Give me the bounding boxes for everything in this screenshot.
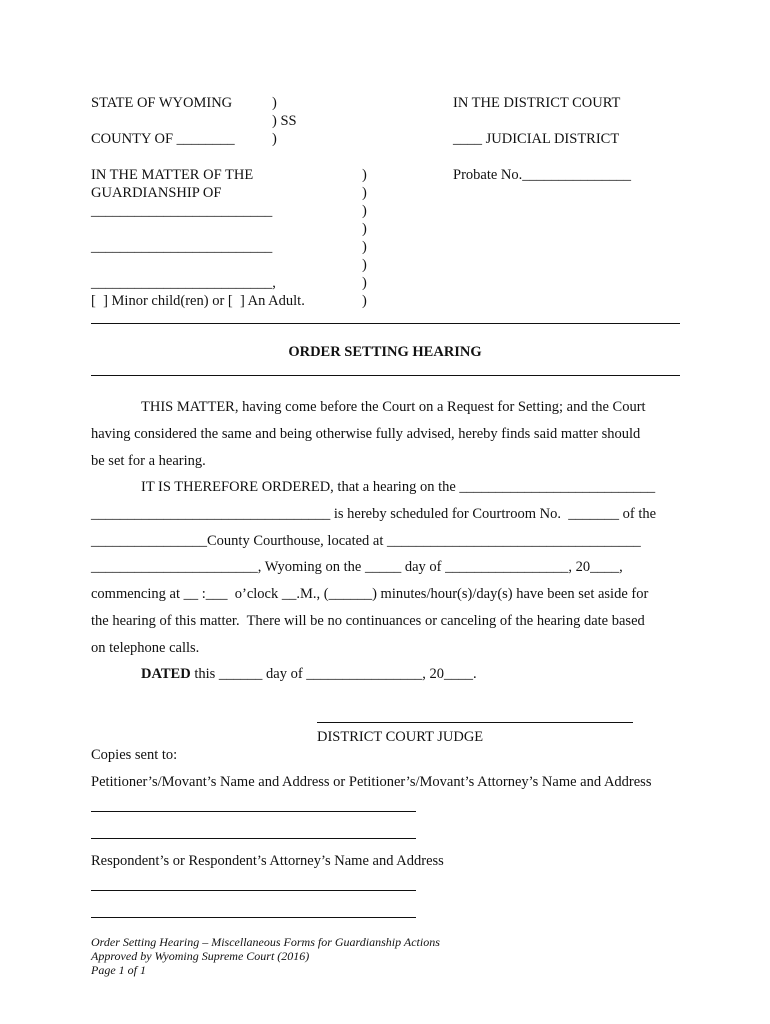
body-line: ________________County Courthouse, located at ___________________________________ bbox=[91, 533, 641, 549]
judge-label: DISTRICT COURT JUDGE bbox=[317, 729, 484, 745]
petitioner-label: Petitioner’s/Movant’s Name and Address or Petitioner’s/Movant’s Attorney’s Name and Address bbox=[91, 774, 652, 790]
caption-paren: ) bbox=[362, 239, 367, 255]
court-label: IN THE DISTRICT COURT bbox=[453, 95, 621, 111]
probate-number-label: Probate No._______________ bbox=[453, 167, 632, 183]
dated-line bbox=[141, 665, 477, 683]
county-label: COUNTY OF ________ bbox=[91, 131, 235, 147]
footer-form-name: Order Setting Hearing – Miscellaneous Forms for Guardianship Actions bbox=[91, 935, 440, 949]
body-line: be set for a hearing. bbox=[91, 453, 206, 469]
caption-paren: ) bbox=[362, 167, 367, 183]
caption-paren: ) bbox=[272, 95, 277, 111]
ward-name-line: _________________________ bbox=[91, 203, 273, 219]
document-title: ORDER SETTING HEARING bbox=[288, 344, 482, 360]
body-line: IT IS THEREFORE ORDERED, that a hearing on the ___________________________ bbox=[141, 479, 656, 495]
minor-adult-choice: [ ] Minor child(ren) or [ ] An Adult. bbox=[91, 293, 305, 309]
divider-rule bbox=[91, 323, 680, 324]
body-line: _______________________, Wyoming on the _____ day of _________________, 20____, bbox=[91, 559, 623, 575]
caption-paren: ) bbox=[362, 275, 367, 291]
dated-label: DATED bbox=[141, 666, 191, 682]
caption-paren: ) bbox=[272, 131, 277, 147]
signature-line bbox=[317, 722, 633, 723]
caption-paren: ) bbox=[362, 257, 367, 273]
footer-page-number: Page 1 of 1 bbox=[91, 963, 146, 977]
caption-paren: ) bbox=[362, 293, 367, 309]
district-label: ____ JUDICIAL DISTRICT bbox=[453, 131, 620, 147]
divider-rule bbox=[91, 375, 680, 376]
address-line bbox=[91, 917, 416, 918]
body-line: having considered the same and being otherwise fully advised, hereby finds said matter should bbox=[91, 426, 641, 442]
address-line bbox=[91, 811, 416, 812]
body-line: on telephone calls. bbox=[91, 640, 200, 656]
matter-line-2: GUARDIANSHIP OF bbox=[91, 185, 222, 201]
body-line: commencing at __ :___ o’clock __.M., (______) minutes/hour(s)/day(s) have been set aside for bbox=[91, 586, 649, 602]
state-label: STATE OF WYOMING bbox=[91, 95, 233, 111]
footer-approval: Approved by Wyoming Supreme Court (2016) bbox=[91, 949, 310, 963]
ward-name-line: _________________________ bbox=[91, 239, 273, 255]
caption-paren-ss: ) SS bbox=[272, 113, 297, 129]
body-line: THIS MATTER, having come before the Court on a Request for Setting; and the Court bbox=[141, 399, 646, 415]
body-line: _________________________________ is hereby scheduled for Courtroom No. _______ of the bbox=[91, 506, 657, 522]
ward-name-line: _________________________, bbox=[91, 275, 276, 291]
dated-rest: this ______ day of ________________, 20____. bbox=[190, 666, 477, 682]
address-line bbox=[91, 890, 416, 891]
copies-heading: Copies sent to: bbox=[91, 747, 178, 763]
caption-paren: ) bbox=[362, 203, 367, 219]
caption-paren: ) bbox=[362, 221, 367, 237]
caption-paren: ) bbox=[362, 185, 367, 201]
body-line: the hearing of this matter. There will be no continuances or canceling of the hearing date based bbox=[91, 613, 645, 629]
matter-line-1: IN THE MATTER OF THE bbox=[91, 167, 254, 183]
address-line bbox=[91, 838, 416, 839]
respondent-label: Respondent’s or Respondent’s Attorney’s Name and Address bbox=[91, 853, 444, 869]
